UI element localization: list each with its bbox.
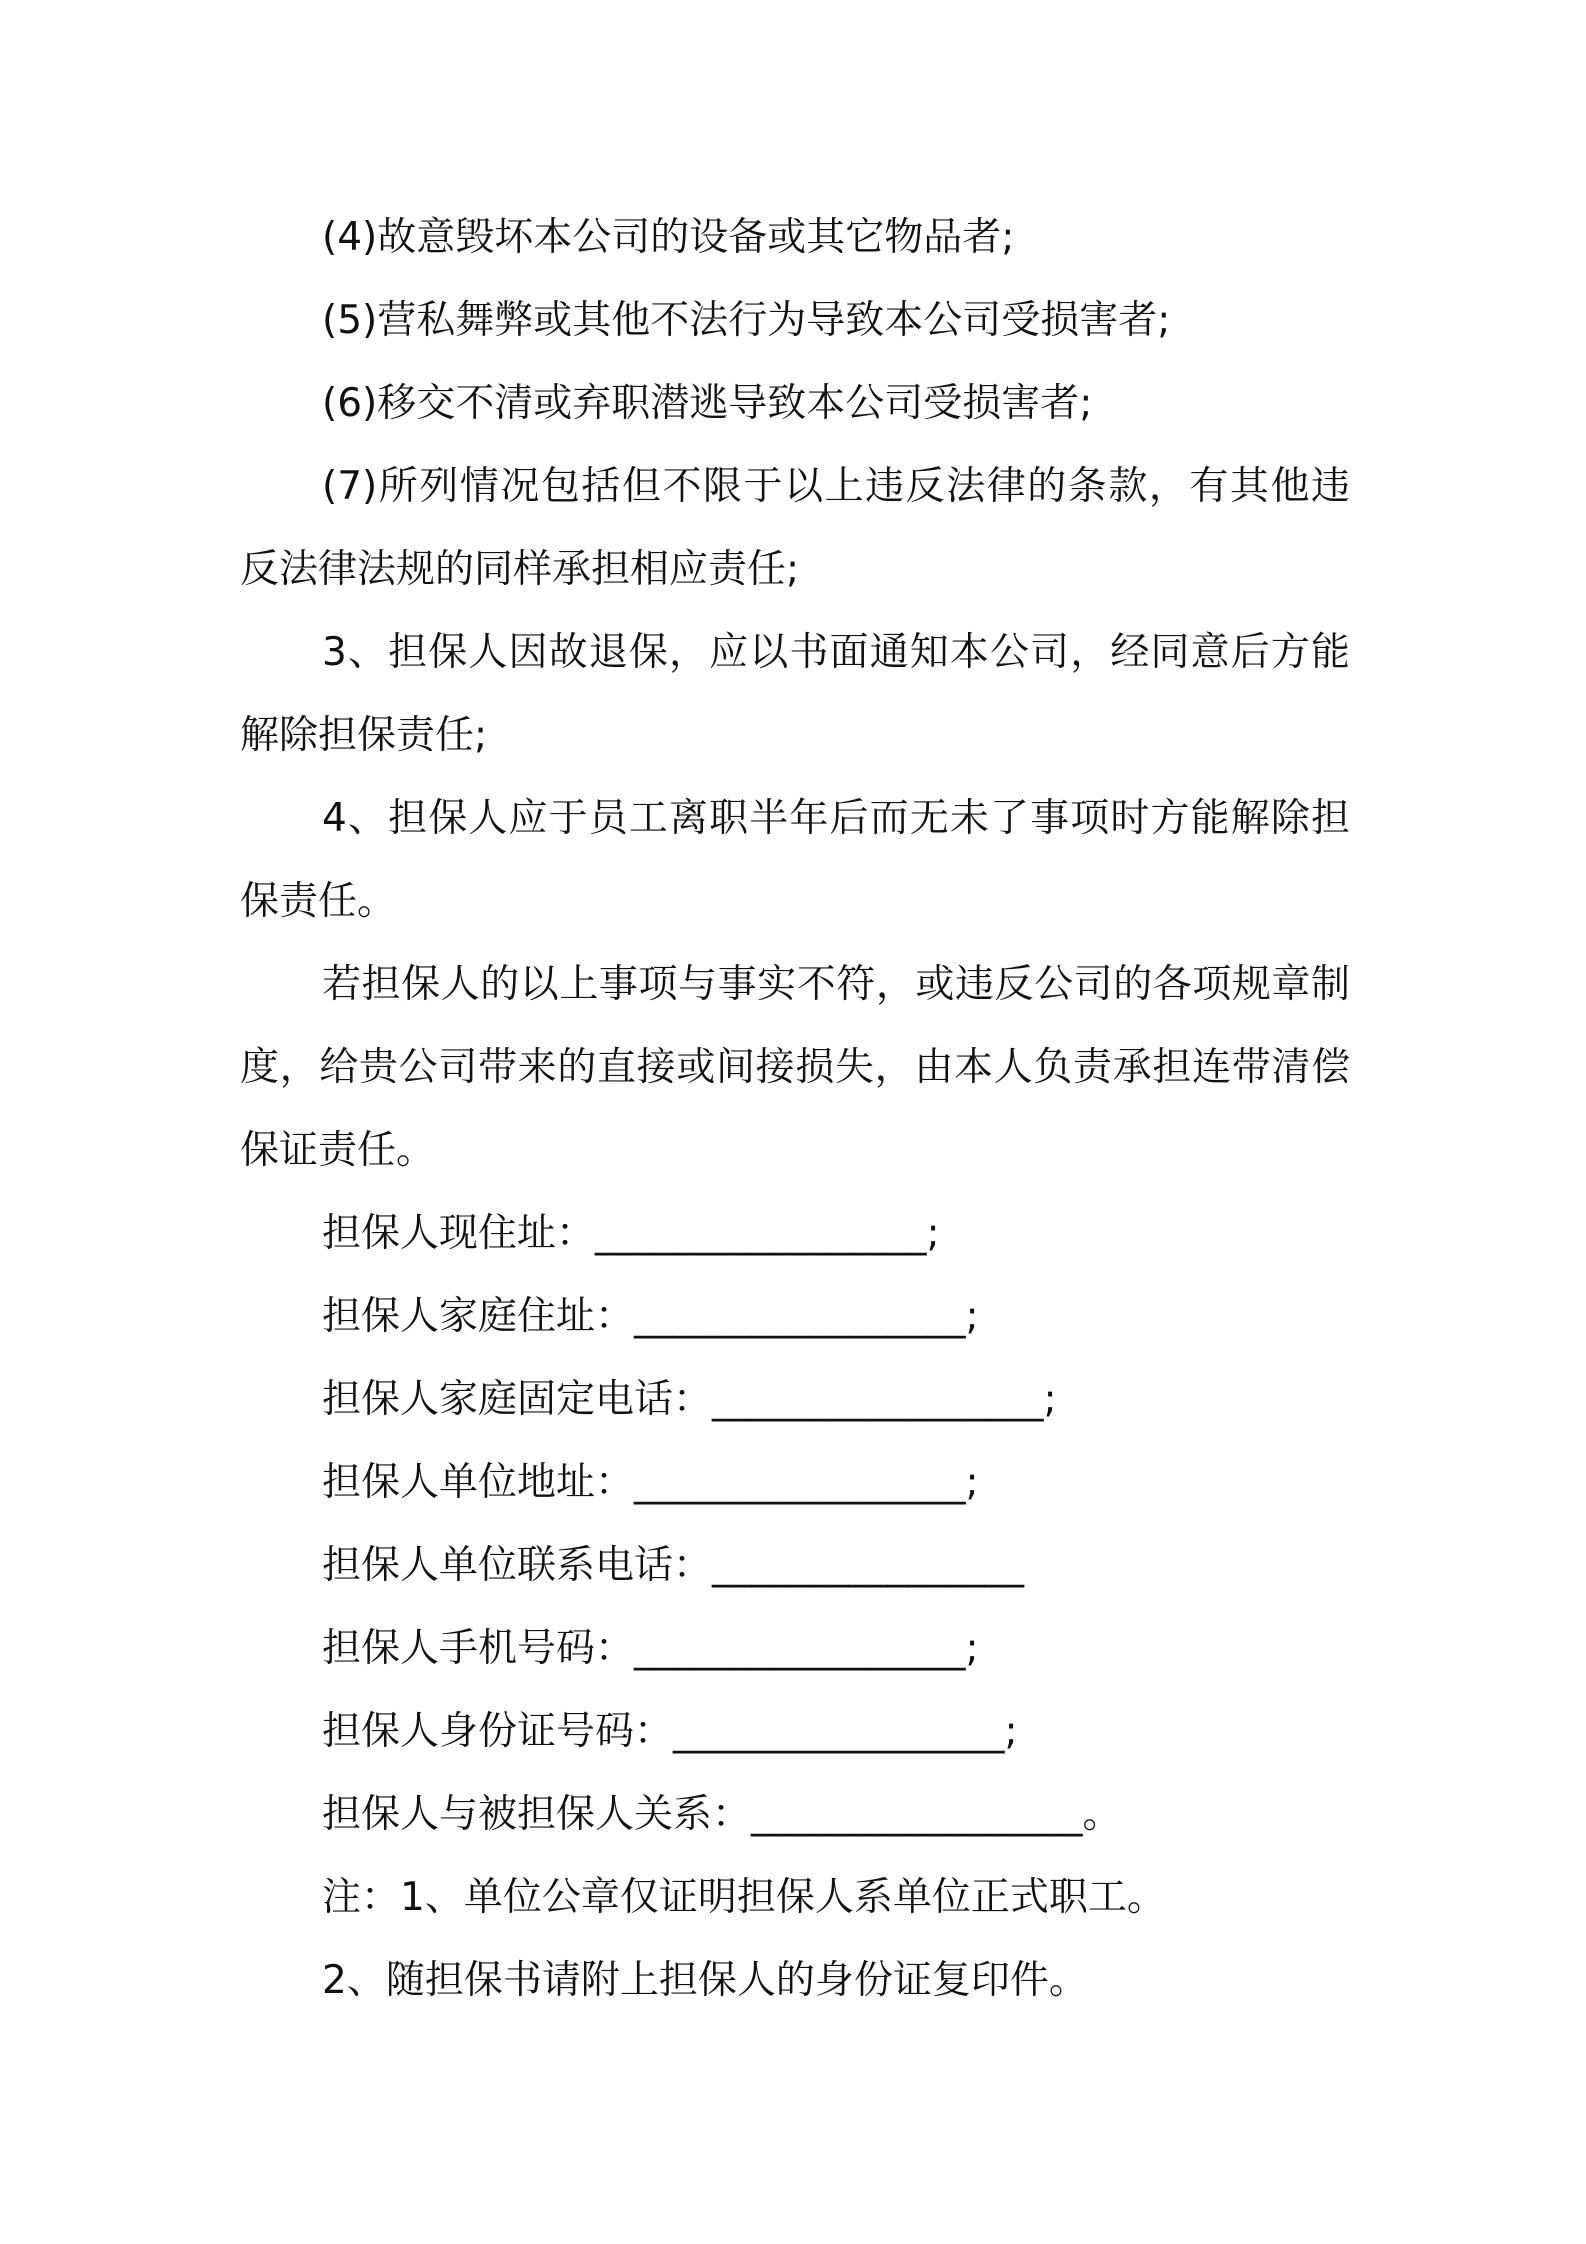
field-mobile: 担保人手机号码：_________________; (322, 1626, 979, 1671)
item-4-release: 4、担保人应于员工离职半年后而无未了事项时方能解除担保责任。 (240, 796, 1350, 924)
field-work-phone: 担保人单位联系电话：________________ (322, 1543, 1025, 1588)
liability-statement: 若担保人的以上事项与事实不符，或违反公司的各项规章制度，给贵公司带来的直接或间接损失，由本人负责承担连带清偿保证责任。 (240, 962, 1350, 1173)
field-home-phone: 担保人家庭固定电话：_________________; (322, 1377, 1057, 1422)
document-body (240, 196, 1350, 2022)
field-current-address: 担保人现住址：_________________; (322, 1211, 940, 1256)
field-id-number: 担保人身份证号码：_________________; (322, 1709, 1018, 1754)
field-relationship: 担保人与被担保人关系：_________________。 (322, 1792, 1122, 1837)
item-3-withdrawal: 3、担保人因故退保，应以书面通知本公司，经同意后方能解除担保责任; (240, 630, 1350, 758)
clause-4: (4)故意毁坏本公司的设备或其它物品者; (322, 215, 1015, 260)
note-2: 2、随担保书请附上担保人的身份证复印件。 (322, 1958, 1088, 2003)
clause-5: (5)营私舞弊或其他不法行为导致本公司受损害者; (322, 298, 1171, 343)
clause-6: (6)移交不清或弃职潜逃导致本公司受损害者; (322, 381, 1093, 426)
field-home-address: 担保人家庭住址：_________________; (322, 1294, 979, 1339)
clause-7: (7)所列情况包括但不限于以上违反法律的条款，有其他违反法律法规的同样承担相应责任; (240, 464, 1350, 592)
field-work-address: 担保人单位地址：_________________; (322, 1460, 979, 1505)
note-1: 注：1、单位公章仅证明担保人系单位正式职工。 (322, 1875, 1166, 1920)
